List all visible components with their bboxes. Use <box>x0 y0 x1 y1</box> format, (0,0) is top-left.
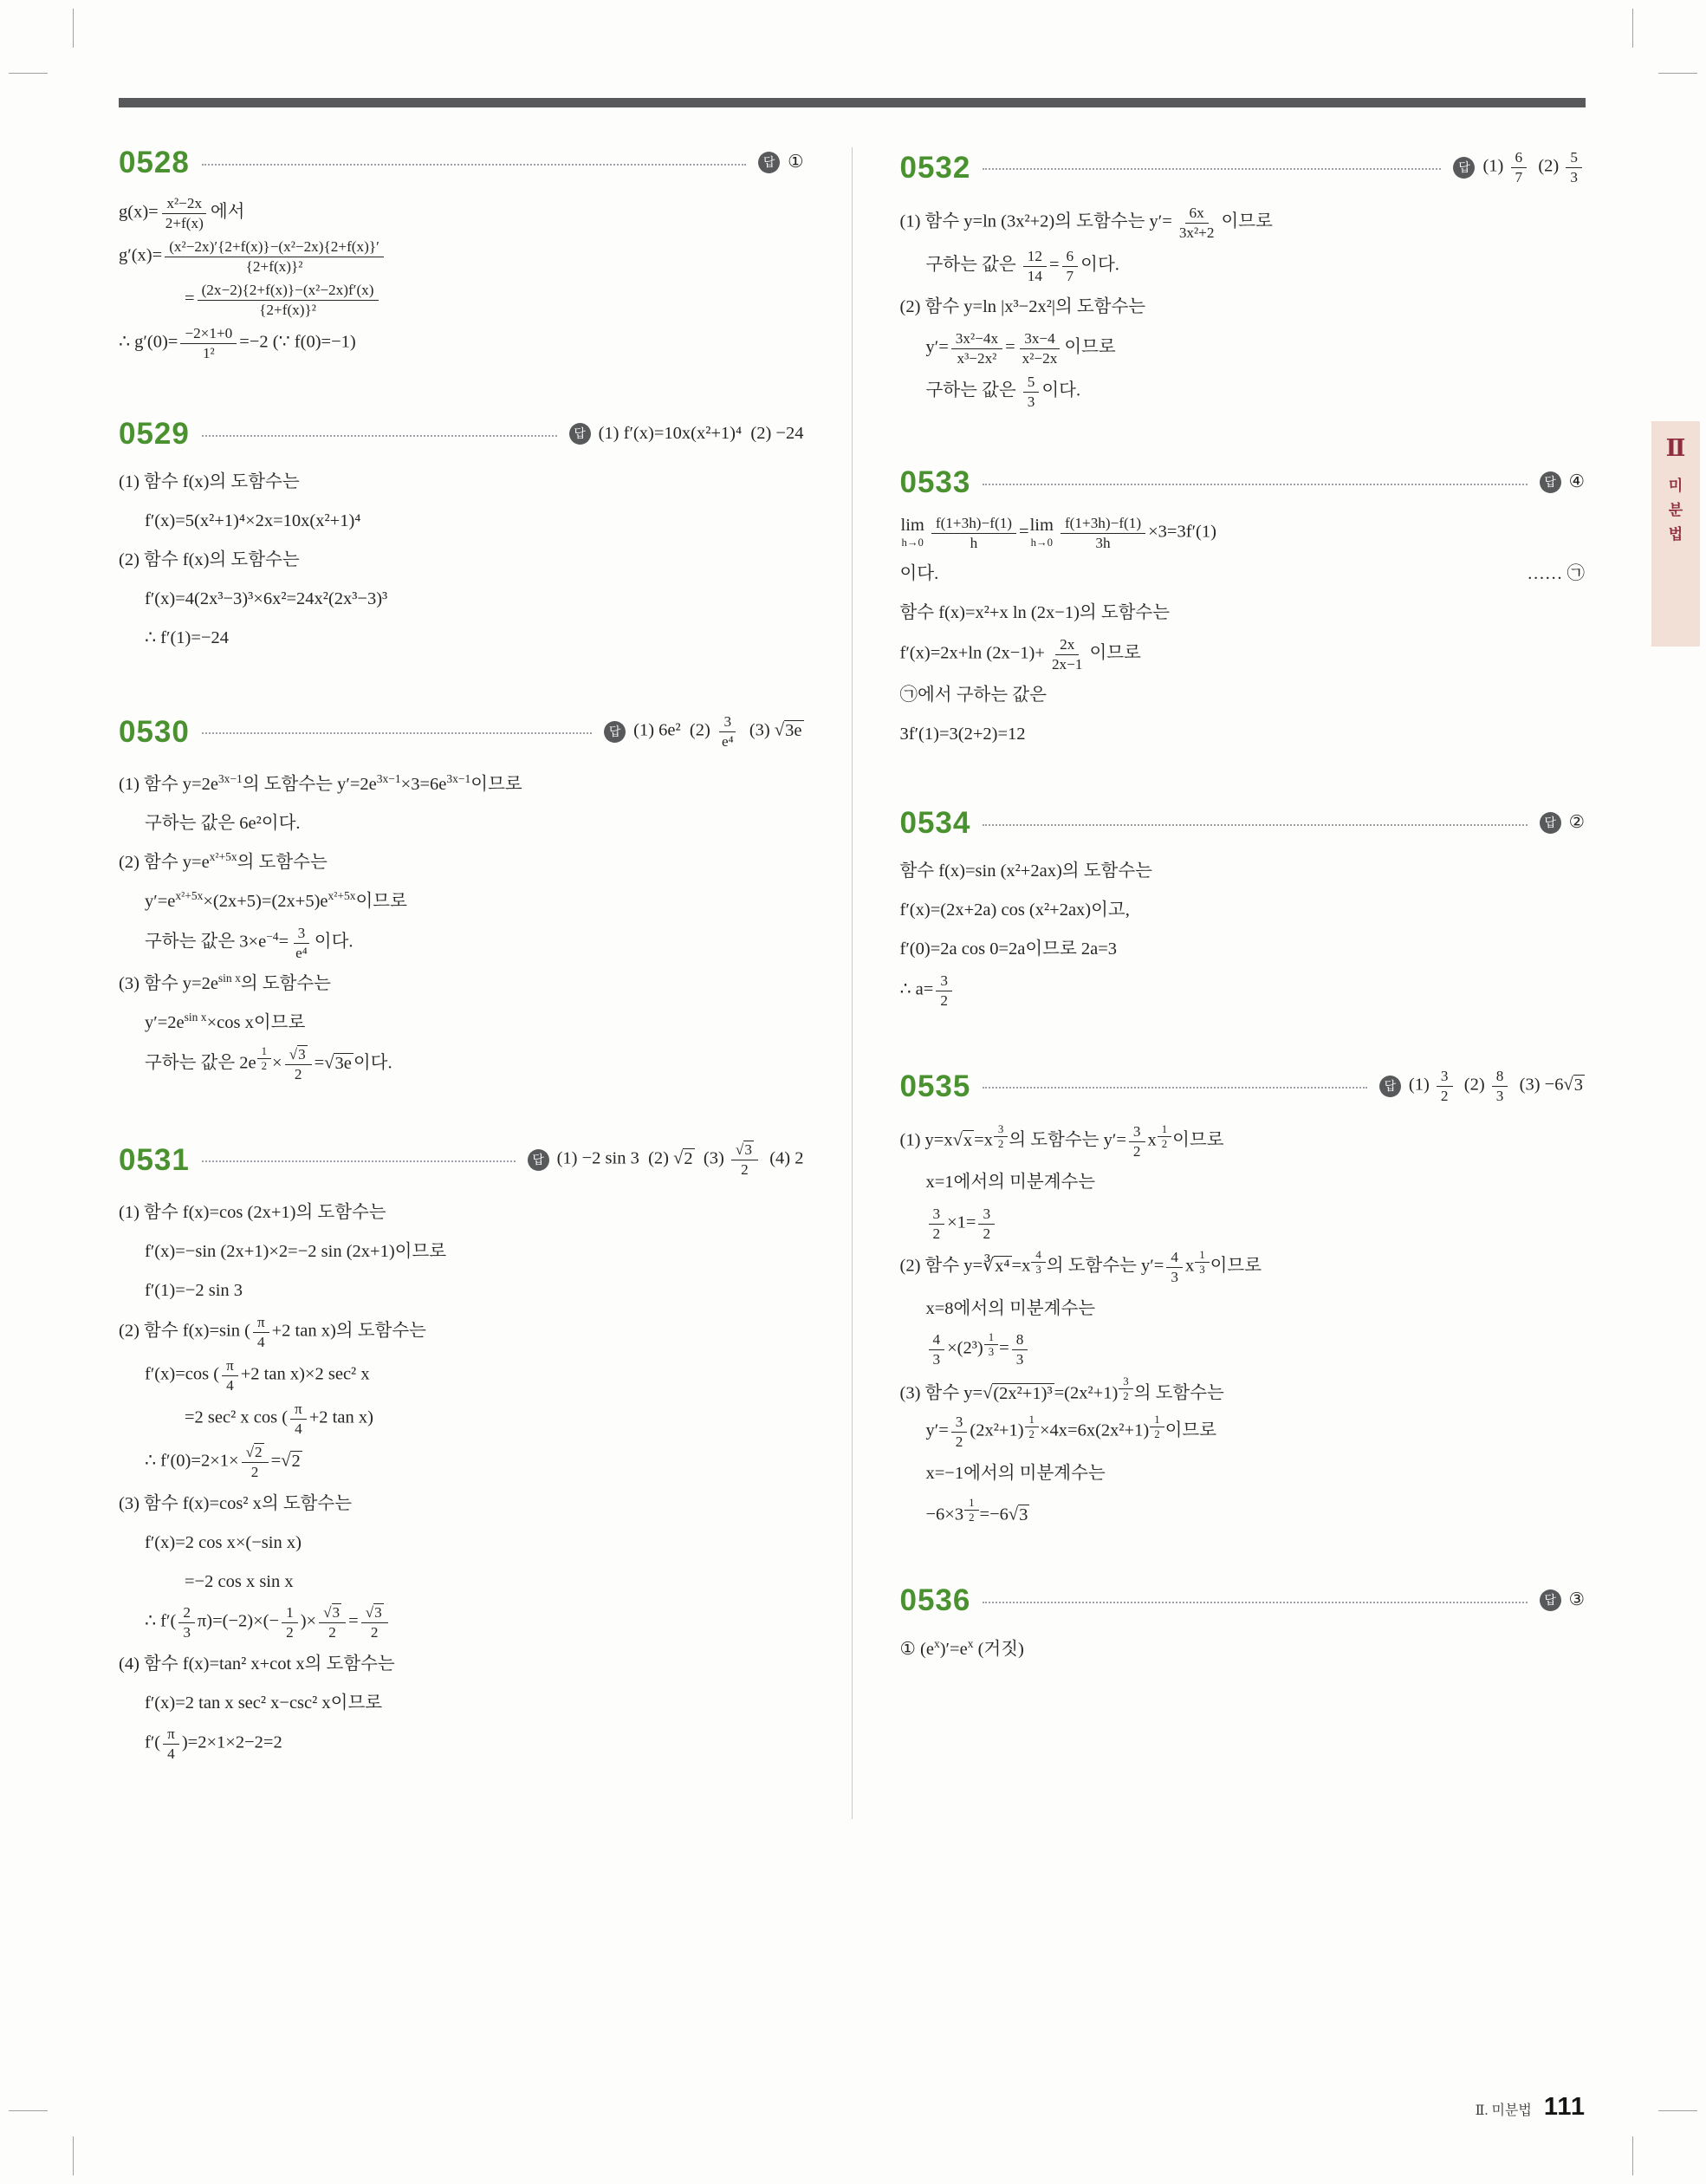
solution-line <box>900 1289 1586 1328</box>
solution-line <box>119 1193 804 1232</box>
solution-text: lim h→0 $\frac{f(1+3h)-f(1)}{h}$ = lim h→0 $\frac{f(1+3h)-f(1)}{3h}$ ×3=3f′(1) <box>900 515 1216 551</box>
dotted-leader <box>983 824 1527 826</box>
solution-line <box>900 1202 1586 1245</box>
solution-text: f′(0)=2a cos 0=2a이므로 2a=3 <box>899 939 1118 959</box>
solution-line <box>900 511 1586 555</box>
answer-text: ② <box>1568 812 1585 832</box>
problem-0532 <box>900 147 1586 413</box>
crop-mark <box>9 2110 48 2111</box>
crop-mark <box>1658 73 1697 74</box>
solution-text: $y'=2e^{sin x}\times\cos$ x이므로 <box>145 1011 306 1033</box>
solution-text: f′(x)=4(2x³−3)³×6x²=24x²(2x³−3)³ <box>145 589 388 609</box>
crop-mark <box>9 73 48 74</box>
solution-text: 구하는 값은 6e²이다. <box>145 814 301 834</box>
problem-solution <box>900 201 1586 413</box>
solution-text: (2) 함수 y=∛x⁴=x $^{\frac{4}{3}}$ 의 도함수는 y′= $\frac{4}{3}$ x $^{\frac{1}{3}}$ 이므로 <box>899 1248 1262 1285</box>
solution-text: $\frac{4}{3}$ ×(2³) $^{\frac{1}{3}}$ = $\frac{8}{3}$ <box>926 1329 1031 1369</box>
solution-line <box>119 1601 804 1644</box>
answer-text: (1) 6e² (2) $\frac{3}{\text{e⁴}}$ (3) √3e <box>633 713 802 750</box>
reference-mark: …… ㉠ <box>1527 564 1585 584</box>
solution-line <box>119 1232 804 1271</box>
solution-line <box>119 1043 804 1086</box>
solution-line <box>900 288 1586 327</box>
solution-line <box>900 1629 1586 1668</box>
problem-number: 0529 <box>119 417 190 452</box>
solution-line <box>119 1722 804 1765</box>
solution-line <box>119 1310 804 1354</box>
answer-text: ① <box>788 152 804 172</box>
solution-line <box>900 969 1586 1012</box>
solution-line <box>119 463 804 502</box>
problem-solution <box>900 511 1586 754</box>
solution-text: 구하는 값은 $\frac{5}{3}$ 이다. <box>925 374 1081 410</box>
solution-line <box>119 502 804 541</box>
solution-text: (2) 함수 f(x)=sin ( $\frac{\pi}{4}$ +2 tan x)의 도함수는 <box>119 1314 426 1350</box>
dotted-leader <box>983 1087 1367 1089</box>
solution-text: f′(x)=5(x²+1)⁴×2x=10x(x²+1)⁴ <box>145 511 361 531</box>
solution-line <box>900 370 1586 413</box>
solution-text: 3f′(1)=3(2+2)=12 <box>899 725 1026 744</box>
answer-badge: 답 <box>1540 812 1561 834</box>
solution-line <box>900 201 1586 244</box>
solution-text: (1) 함수 f(x)=cos (2x+1)의 도함수는 <box>119 1203 386 1223</box>
solution-line <box>119 1523 804 1562</box>
dotted-leader <box>202 732 592 734</box>
solution-text: (4) 함수 f(x)=tan² x+cot x의 도함수는 <box>119 1654 395 1674</box>
problem-0534 <box>900 808 1586 1012</box>
solution-line <box>900 1453 1586 1492</box>
solution-line <box>119 921 804 965</box>
problem-0529 <box>119 419 804 658</box>
solution-text: 함수 f(x)=x²+x ln (2x−1)의 도함수는 <box>899 603 1171 623</box>
problem-0531 <box>119 1140 804 1765</box>
problem-header <box>899 1583 1586 1618</box>
footer-chapter-label: Ⅱ. 미분법 <box>1475 2103 1532 2118</box>
solution-line <box>119 1004 804 1043</box>
solution-text: (1) y=x√x=x $^{\frac{3}{2}}$ 의 도함수는 y′= $\frac{3}{2}$ x $^{\frac{1}{2}}$ 이므로 <box>899 1122 1224 1160</box>
solution-text: x=1에서의 미분계수는 <box>925 1173 1096 1193</box>
solution-line <box>900 555 1586 594</box>
solution-text: (3) 함수 f(x)=cos² x의 도함수는 <box>119 1493 353 1513</box>
solution-text: = $\frac{\text{(2x−2)\{2+f(x)\}−(x²−2x)f′(x)}}{\text{\{2+f(x)\}²}}$ <box>185 280 381 320</box>
page-footer <box>1476 2093 1586 2122</box>
solution-line <box>119 1271 804 1310</box>
solution-line <box>900 930 1586 969</box>
solution-line <box>119 192 804 235</box>
solution-text: =2 sec² x cos ( $\frac{\pi}{4}$ +2 tan x) <box>185 1401 373 1437</box>
problem-header <box>899 806 1586 841</box>
crop-mark <box>1632 9 1633 48</box>
solution-text: 구하는 값은 $\frac{12}{14}$ = $\frac{6}{7}$ 이다. <box>925 248 1119 284</box>
solution-text: 구하는 값은 $3\times e^{-4}=$ $\frac{3}{\text{e⁴}}$ 이다. <box>145 925 354 961</box>
dotted-leader <box>983 1602 1527 1603</box>
solution-line <box>900 1410 1586 1453</box>
solution-text: g(x)= $\frac{\text{x²−2x}}{2+f(x)}$ 에서 <box>119 195 245 231</box>
solution-line <box>900 327 1586 370</box>
answer-text: (1) $\frac{6}{7}$ (2) $\frac{5}{3}$ <box>1482 147 1585 187</box>
answer-badge: 답 <box>1540 471 1561 493</box>
dotted-leader <box>983 484 1527 485</box>
solution-line <box>900 1371 1586 1410</box>
answer-badge: 답 <box>758 152 780 173</box>
solution-text: 함수 f(x)=sin (x²+2ax)의 도함수는 <box>899 861 1152 881</box>
dotted-leader <box>202 435 557 437</box>
solution-text: ∴ a= $\frac{3}{2}$ <box>900 971 955 1011</box>
solution-line <box>900 1163 1586 1202</box>
solution-line <box>119 882 804 921</box>
solution-text: $y'=e^{x^2+5x}\times(2x+5)=(2x+5)e^{x^2+5x}$이므로 <box>145 889 407 912</box>
problem-header <box>119 712 804 751</box>
solution-line <box>900 676 1586 715</box>
solution-text: 이다. <box>899 564 939 584</box>
answer-badge: 답 <box>1540 1589 1561 1611</box>
solution-text: f′(x)=2 tan x sec² x−csc² x이므로 <box>145 1693 383 1713</box>
answer-badge: 답 <box>1379 1076 1401 1097</box>
crop-mark <box>73 2136 74 2175</box>
dotted-leader <box>983 168 1441 170</box>
problem-solution <box>119 463 804 658</box>
answer-badge: 답 <box>569 423 591 445</box>
column-right <box>900 147 1586 1819</box>
column-left <box>119 147 804 1819</box>
solution-line <box>119 619 804 658</box>
solution-line <box>119 541 804 580</box>
solution-line <box>900 715 1586 754</box>
problem-solution <box>119 1193 804 1765</box>
solution-text: $\frac{3}{2}$ ×1= $\frac{3}{2}$ <box>926 1204 998 1244</box>
solution-text: (1) 함수 $y=2e^{3x-1}$의 도함수는 $y'=2e^{3x-1}\times 3=6e^{3x-1}$이므로 <box>119 772 522 795</box>
solution-text: f′(x)=−sin (2x+1)×2=−2 sin (2x+1)이므로 <box>145 1242 447 1262</box>
answer-text: (1) f′(x)=10x(x²+1)⁴ (2) −24 <box>598 423 804 443</box>
solution-line <box>900 852 1586 891</box>
solutions-content <box>119 147 1586 1819</box>
problem-header <box>119 417 804 452</box>
problem-0536 <box>900 1585 1586 1668</box>
solution-line <box>119 1397 804 1440</box>
problem-header <box>119 147 804 178</box>
chapter-tab-label: 미분법 <box>1668 478 1683 543</box>
solution-text: x=8에서의 미분계수는 <box>925 1298 1096 1318</box>
answer-badge: 답 <box>604 721 626 743</box>
solution-line <box>119 804 804 843</box>
solution-line <box>119 1562 804 1601</box>
solution-line <box>900 1120 1586 1163</box>
solution-line <box>119 965 804 1004</box>
solution-text: f′(x)=cos ( $\frac{\pi}{4}$ +2 tan x)×2 sec² x <box>145 1357 370 1394</box>
problem-header <box>119 1140 804 1180</box>
solution-text: x=−1에서의 미분계수는 <box>925 1463 1106 1483</box>
solution-line <box>900 1245 1586 1289</box>
problem-number: 0530 <box>119 714 190 749</box>
solution-line <box>119 322 804 365</box>
dotted-leader <box>202 164 746 166</box>
chapter-roman-numeral: Ⅱ <box>1665 435 1686 461</box>
problem-0530 <box>119 712 804 1086</box>
top-rule-bar <box>119 98 1586 107</box>
solution-text: f′(x)=2 cos x×(−sin x) <box>145 1532 302 1552</box>
solution-line <box>119 843 804 882</box>
problem-number: 0536 <box>899 1583 971 1618</box>
crop-mark <box>1658 2110 1697 2111</box>
answer-text: ④ <box>1568 471 1585 491</box>
solution-text: ∴ g′(0)= $\frac{-2\times 1+0}{\text{1²}}$ =−2 (∵ f(0)=−1) <box>119 325 356 361</box>
problem-solution <box>900 1120 1586 1531</box>
solution-text: 구하는 값은 2e $^{\frac{1}{2}}$ × $\frac{√3}{2}$ =√3e이다. <box>145 1045 392 1082</box>
solution-line <box>900 1492 1586 1531</box>
solution-text: (1) 함수 y=ln (3x²+2)의 도함수는 y′= $\frac{6x}{\text{3x²+2}}$ 이므로 <box>899 205 1273 241</box>
problem-number: 0531 <box>119 1142 190 1177</box>
solution-text: f′(x)=2x+ln (2x−1)+ $\frac{2x}{2x-1}$ 이므로 <box>899 636 1141 673</box>
problem-number: 0533 <box>899 465 971 500</box>
problem-0528 <box>119 147 804 365</box>
solution-text: (2) 함수 y=ln |x³−2x²|의 도함수는 <box>899 297 1146 317</box>
solution-text: ㉠에서 구하는 값은 <box>899 686 1047 705</box>
problem-solution <box>119 765 804 1086</box>
crop-mark <box>1632 2136 1633 2175</box>
problem-number: 0535 <box>899 1069 971 1103</box>
solution-text: g′(x)= $\frac{\text{(x²−2x)′\{2+f(x)\}−(x²−2x)\{2+f(x)\}′}}{\text{\{2+f(x)\}²}}$ <box>119 237 386 276</box>
solution-line <box>119 278 804 322</box>
solution-text: (3) 함수 y=√(2x²+1)³=(2x²+1) $^{\frac{3}{2}}$ 의 도함수는 <box>899 1375 1224 1403</box>
solution-line <box>119 1484 804 1523</box>
solution-text: f′(x)=(2x+2a) cos (x²+2ax)이고, <box>899 900 1130 920</box>
solution-line <box>119 580 804 619</box>
answer-text: (1) −2 sin 3 (2) √2 (3) $\frac{√3}{2}$ (4) 2 <box>556 1141 804 1178</box>
dotted-leader <box>202 1160 516 1162</box>
solution-text: f′(1)=−2 sin 3 <box>145 1281 243 1301</box>
problem-header <box>900 1066 1586 1106</box>
crop-mark <box>73 9 74 48</box>
footer-page-number: 111 <box>1543 2093 1586 2121</box>
problem-header <box>899 465 1586 500</box>
solution-text: (2) 함수 $y=e^{x^2+5x}$의 도함수는 <box>119 850 328 873</box>
solution-line <box>119 1354 804 1397</box>
chapter-side-tab <box>1651 421 1700 647</box>
problem-solution <box>900 1629 1586 1668</box>
answer-text: (1) $\frac{3}{2}$ (2) $\frac{8}{3}$ (3) −6√3 <box>1408 1068 1583 1104</box>
solution-text: ∴ f′( $\frac{2}{3}$ π)=(−2)×(− $\frac{1}{2}$ )× $\frac{√3}{2}$ = $\frac{√3}{2}$ <box>145 1602 391 1642</box>
problem-0533 <box>900 467 1586 754</box>
column-divider <box>852 147 853 1819</box>
solution-text: (2) 함수 f(x)의 도함수는 <box>119 550 300 570</box>
problem-solution <box>900 852 1586 1012</box>
solution-line <box>119 1440 804 1484</box>
answer-badge: 답 <box>1453 157 1475 179</box>
solution-line <box>900 1328 1586 1371</box>
solution-line <box>900 594 1586 633</box>
answer-text: ③ <box>1568 1590 1585 1610</box>
solution-line <box>119 235 804 278</box>
problem-number: 0534 <box>899 806 971 841</box>
solution-text: y′= $\frac{3}{2}$ (2x²+1) $^{\frac{1}{2}}$ ×4x=6x(2x²+1) $^{\frac{1}{2}}$ 이므로 <box>925 1413 1217 1450</box>
solution-text: −6×3 $^{\frac{1}{2}}$ =−6√3 <box>925 1497 1028 1524</box>
problem-number: 0532 <box>899 150 971 185</box>
solution-line <box>119 765 804 804</box>
solution-text: ① $(e^x)'=e^x$ (거짓) <box>899 1636 1024 1659</box>
problem-number: 0528 <box>119 146 190 179</box>
problem-header <box>900 147 1586 187</box>
solution-line <box>900 891 1586 930</box>
solution-text: (1) 함수 f(x)의 도함수는 <box>119 472 300 492</box>
problem-solution <box>119 192 804 365</box>
solution-line <box>119 1644 804 1683</box>
solution-text: f′( $\frac{\pi}{4}$ )=2×1×2−2=2 <box>145 1726 282 1762</box>
solution-text: ∴ f′(1)=−24 <box>145 628 230 648</box>
solution-line <box>900 244 1586 288</box>
answer-badge: 답 <box>528 1149 549 1171</box>
solution-line <box>119 1683 804 1722</box>
solution-text: y′= $\frac{\text{3x²−4x}}{\text{x³−2x²}}$ = $\frac{3x-4}{\text{x²−2x}}$ 이므로 <box>925 330 1116 367</box>
problem-0535 <box>900 1066 1586 1531</box>
solution-text: (3) 함수 $y=2e^{sin x}$의 도함수는 <box>119 972 331 994</box>
solution-text: ∴ f′(0)=2×1× $\frac{√2}{2}$ =√2 <box>145 1444 301 1480</box>
solution-text: =−2 cos x sin x <box>185 1571 294 1591</box>
solution-line <box>900 633 1586 676</box>
